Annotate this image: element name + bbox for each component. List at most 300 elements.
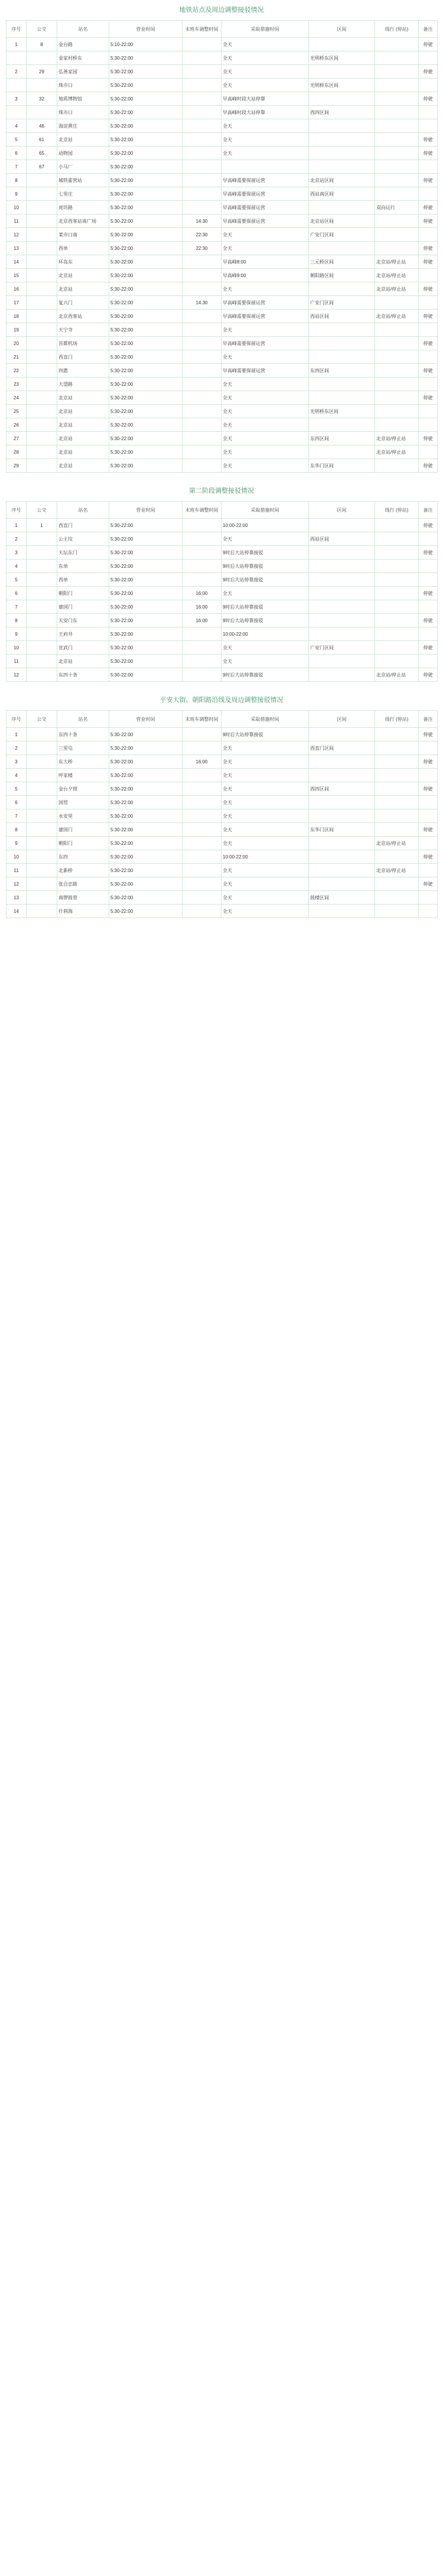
col-segment <box>309 65 375 79</box>
table-row <box>6 782 438 796</box>
col-segment <box>309 519 375 532</box>
col-last-bus <box>183 877 222 891</box>
col-index: 9 <box>6 837 27 850</box>
col-bus <box>27 201 57 214</box>
col-last-bus <box>183 255 222 269</box>
col-measure: 全天 <box>222 418 309 432</box>
table-row <box>6 65 438 79</box>
col-route <box>375 877 419 891</box>
col-route: 北京站/停止站 <box>375 269 419 282</box>
col-note <box>419 160 438 174</box>
col-station: 北京站 <box>57 459 109 473</box>
col-hours: 5:30-22:00 <box>109 133 183 147</box>
col-note <box>419 106 438 119</box>
col-segment <box>309 600 375 614</box>
col-note <box>419 796 438 809</box>
table-row <box>6 418 438 432</box>
col-segment <box>309 655 375 668</box>
col-station: 环岛东 <box>57 255 109 269</box>
col-last-bus <box>183 65 222 79</box>
col-last-bus <box>183 310 222 323</box>
col-bus <box>27 405 57 418</box>
col-note: 停驶 <box>419 668 438 682</box>
col-bus <box>27 418 57 432</box>
col-route <box>375 627 419 641</box>
col-measure-header: 采取措施时间 <box>222 711 309 728</box>
col-note <box>419 445 438 459</box>
col-segment <box>309 337 375 350</box>
table-row <box>6 573 438 587</box>
col-note <box>419 560 438 573</box>
col-segment <box>309 864 375 877</box>
col-segment: 西站南区间 <box>309 187 375 201</box>
col-route <box>375 296 419 310</box>
col-station: 小马厂 <box>57 160 109 174</box>
col-segment <box>309 560 375 573</box>
col-hours: 5:30-22:00 <box>109 391 183 405</box>
table-row <box>6 405 438 418</box>
col-segment <box>309 391 375 405</box>
col-station-header: 站名 <box>57 21 109 38</box>
col-station: 建国门 <box>57 823 109 837</box>
col-route: 北京站/停止站 <box>375 445 419 459</box>
section-title: 第二阶段调整接驳情况 <box>189 487 254 495</box>
col-note <box>419 769 438 782</box>
col-index: 2 <box>6 65 27 79</box>
col-measure: 早高峰需要保留运营 <box>222 214 309 228</box>
col-route <box>375 350 419 364</box>
col-hours-header: 营业时间 <box>109 21 183 38</box>
col-route <box>375 147 419 160</box>
col-index: 22 <box>6 364 27 378</box>
col-note: 停驶 <box>419 337 438 350</box>
col-note <box>419 350 438 364</box>
col-note <box>419 378 438 391</box>
col-bus <box>27 546 57 560</box>
col-last-bus <box>183 655 222 668</box>
col-segment-header: 区间 <box>309 502 375 519</box>
col-last-bus <box>183 160 222 174</box>
col-station: 东四十条 <box>57 728 109 741</box>
col-bus <box>27 823 57 837</box>
col-note <box>419 809 438 823</box>
col-measure: 早高峰需要保留运营 <box>222 364 309 378</box>
col-route <box>375 796 419 809</box>
col-station: 北京西客站 <box>57 310 109 323</box>
table-row <box>6 310 438 323</box>
section-1 <box>6 0 437 473</box>
col-hours: 5:30-22:00 <box>109 627 183 641</box>
col-index: 3 <box>6 755 27 769</box>
table-row <box>6 337 438 350</box>
col-station: 北京站 <box>57 655 109 668</box>
col-bus: 29 <box>27 65 57 79</box>
col-last-bus <box>183 418 222 432</box>
col-index: 23 <box>6 378 27 391</box>
table-row <box>6 106 438 119</box>
col-last-bus <box>183 741 222 755</box>
table-row <box>6 323 438 337</box>
col-bus <box>27 269 57 282</box>
table-row <box>6 242 438 255</box>
col-station: 西单 <box>57 242 109 255</box>
col-last-bus <box>183 823 222 837</box>
col-last-bus <box>183 201 222 214</box>
col-note: 停驶 <box>419 587 438 600</box>
col-segment: 西站区间 <box>309 310 375 323</box>
table-row <box>6 133 438 147</box>
col-bus-header: 公交 <box>27 711 57 728</box>
col-index: 9 <box>6 627 27 641</box>
col-route <box>375 391 419 405</box>
col-index: 1 <box>6 519 27 532</box>
col-segment: 广安门区间 <box>309 296 375 310</box>
col-route <box>375 242 419 255</box>
col-hours: 5:30-22:00 <box>109 769 183 782</box>
col-station: 北京站 <box>57 445 109 459</box>
col-index: 5 <box>6 782 27 796</box>
col-segment <box>309 668 375 682</box>
col-station: 东四 <box>57 850 109 864</box>
col-bus <box>27 741 57 755</box>
col-station: 金家村桥东 <box>57 51 109 65</box>
col-measure: 早高峰需要保留运营 <box>222 174 309 187</box>
col-measure: 全天 <box>222 877 309 891</box>
col-bus <box>27 782 57 796</box>
col-index: 6 <box>6 796 27 809</box>
col-route <box>375 65 419 79</box>
col-hours: 5:30-22:00 <box>109 573 183 587</box>
col-bus <box>27 641 57 655</box>
col-segment: 光明桥东区间 <box>309 79 375 92</box>
col-station: 永安里 <box>57 809 109 823</box>
col-hours: 5:30-22:00 <box>109 79 183 92</box>
col-segment <box>309 573 375 587</box>
col-index: 26 <box>6 418 27 432</box>
col-route <box>375 51 419 65</box>
col-segment: 西站区间 <box>309 532 375 546</box>
table-body <box>6 38 438 473</box>
col-last-bus <box>183 905 222 918</box>
col-measure: 全天 <box>222 147 309 160</box>
col-station: 建国门 <box>57 600 109 614</box>
col-hours: 5:30-22:00 <box>109 310 183 323</box>
col-route-header: 线行 (停站) <box>375 502 419 519</box>
col-station: 西直门 <box>57 350 109 364</box>
col-measure: 10:00-22:00 <box>222 519 309 532</box>
col-hours: 5:30-22:00 <box>109 641 183 655</box>
col-bus <box>27 891 57 905</box>
col-route <box>375 905 419 918</box>
col-station: 公主坟 <box>57 532 109 546</box>
col-route <box>375 600 419 614</box>
col-segment <box>309 850 375 864</box>
col-station: 北京站 <box>57 432 109 445</box>
col-last-bus: 14:30 <box>183 296 222 310</box>
col-last-bus <box>183 668 222 682</box>
col-segment-header: 区间 <box>309 711 375 728</box>
col-measure: 全天 <box>222 38 309 51</box>
col-measure: 全天 <box>222 133 309 147</box>
col-note: 停驶 <box>419 242 438 255</box>
table-row <box>6 823 438 837</box>
col-segment: 东华门区间 <box>309 459 375 473</box>
col-segment <box>309 755 375 769</box>
table-row <box>6 864 438 877</box>
col-segment <box>309 837 375 850</box>
col-note <box>419 79 438 92</box>
col-segment <box>309 445 375 459</box>
col-segment <box>309 147 375 160</box>
col-note: 停驶 <box>419 282 438 296</box>
col-bus: 67 <box>27 160 57 174</box>
col-hours: 5:30-22:00 <box>109 864 183 877</box>
table-row <box>6 364 438 378</box>
col-note <box>419 627 438 641</box>
col-bus <box>27 432 57 445</box>
col-note: 停驶 <box>419 823 438 837</box>
col-note: 停驶 <box>419 255 438 269</box>
col-hours: 5:30-22:00 <box>109 796 183 809</box>
col-segment <box>309 627 375 641</box>
col-index: 2 <box>6 532 27 546</box>
col-station: 三里屯 <box>57 741 109 755</box>
col-bus <box>27 877 57 891</box>
col-note <box>419 573 438 587</box>
col-last-bus <box>183 445 222 459</box>
col-index: 7 <box>6 809 27 823</box>
col-segment <box>309 614 375 627</box>
col-station: 北京站 <box>57 391 109 405</box>
col-index: 17 <box>6 296 27 310</box>
col-measure: 全天 <box>222 823 309 837</box>
table-body <box>6 728 438 918</box>
col-bus <box>27 364 57 378</box>
col-last-bus <box>183 891 222 905</box>
col-note: 停驶 <box>419 641 438 655</box>
col-bus <box>27 282 57 296</box>
col-index: 3 <box>6 546 27 560</box>
table-row <box>6 228 438 242</box>
table-row <box>6 187 438 201</box>
col-segment <box>309 282 375 296</box>
col-note: 停驶 <box>419 877 438 891</box>
col-segment: 光明桥东区间 <box>309 405 375 418</box>
col-route <box>375 641 419 655</box>
col-measure: 全天 <box>222 391 309 405</box>
col-station: 海淀黄庄 <box>57 119 109 133</box>
col-index: 14 <box>6 255 27 269</box>
col-measure: 全天 <box>222 532 309 546</box>
table-row <box>6 532 438 546</box>
col-measure: 全天 <box>222 228 309 242</box>
table-row <box>6 378 438 391</box>
col-hours: 5:30-22:00 <box>109 741 183 755</box>
col-note: 停驶 <box>419 133 438 147</box>
col-hours: 5:30-22:00 <box>109 337 183 350</box>
col-index: 19 <box>6 323 27 337</box>
col-route <box>375 119 419 133</box>
col-measure: 全天 <box>222 864 309 877</box>
col-last-bus <box>183 728 222 741</box>
col-station-header: 站名 <box>57 711 109 728</box>
col-bus <box>27 79 57 92</box>
col-note-header: 备注 <box>419 711 438 728</box>
document <box>6 0 437 918</box>
col-segment: 北京站区间 <box>309 214 375 228</box>
col-index: 2 <box>6 741 27 755</box>
table-row <box>6 296 438 310</box>
col-route <box>375 133 419 147</box>
col-hours: 5:30-22:00 <box>109 92 183 106</box>
col-note <box>419 891 438 905</box>
col-measure: 全天 <box>222 641 309 655</box>
col-index: 5 <box>6 573 27 587</box>
col-note: 停驶 <box>419 92 438 106</box>
col-route <box>375 106 419 119</box>
col-route: 北京站/停止站 <box>375 282 419 296</box>
col-bus <box>27 187 57 201</box>
col-last-bus-header: 末班车调整时间 <box>183 502 222 519</box>
col-note <box>419 655 438 668</box>
col-route <box>375 755 419 769</box>
col-segment: 西直门区间 <box>309 741 375 755</box>
col-station: 大望路 <box>57 378 109 391</box>
col-route <box>375 378 419 391</box>
col-route <box>375 405 419 418</box>
col-station: 北京站 <box>57 133 109 147</box>
col-bus <box>27 459 57 473</box>
col-station: 北京站 <box>57 269 109 282</box>
col-segment <box>309 418 375 432</box>
col-index: 7 <box>6 600 27 614</box>
col-hours: 5:30-22:00 <box>109 668 183 682</box>
col-route <box>375 519 419 532</box>
col-measure: 全天 <box>222 755 309 769</box>
col-last-bus <box>183 269 222 282</box>
col-index: 15 <box>6 269 27 282</box>
col-index-header: 序号 <box>6 21 27 38</box>
col-last-bus <box>183 519 222 532</box>
col-segment: 东四区间 <box>309 364 375 378</box>
col-measure: 全天 <box>222 79 309 92</box>
col-bus <box>27 864 57 877</box>
col-segment: 朝阳路区间 <box>309 269 375 282</box>
col-route <box>375 364 419 378</box>
col-bus <box>27 769 57 782</box>
col-route <box>375 174 419 187</box>
col-route: 双向运行 <box>375 201 419 214</box>
col-segment <box>309 242 375 255</box>
col-bus <box>27 850 57 864</box>
col-measure: 全天 <box>222 282 309 296</box>
table-row <box>6 174 438 187</box>
table-row <box>6 755 438 769</box>
col-bus <box>27 728 57 741</box>
col-note <box>419 418 438 432</box>
col-segment <box>309 728 375 741</box>
col-route <box>375 187 419 201</box>
col-route <box>375 809 419 823</box>
col-station: 朝阳门 <box>57 587 109 600</box>
col-measure: 全天 <box>222 405 309 418</box>
col-hours: 5:30-22:00 <box>109 405 183 418</box>
col-station: 国贸 <box>57 796 109 809</box>
col-last-bus: 16:00 <box>183 755 222 769</box>
col-hours: 5:30-22:00 <box>109 106 183 119</box>
col-measure: 9时后大站停靠接驳 <box>222 560 309 573</box>
col-measure: 全天 <box>222 242 309 255</box>
col-measure: 全天 <box>222 809 309 823</box>
col-bus: 8 <box>27 38 57 51</box>
col-last-bus <box>183 174 222 187</box>
col-hours: 5:30-22:00 <box>109 432 183 445</box>
col-note <box>419 532 438 546</box>
col-last-bus <box>183 532 222 546</box>
col-last-bus <box>183 147 222 160</box>
col-bus <box>27 905 57 918</box>
schedule-table <box>6 20 438 473</box>
col-station: 东四十条 <box>57 668 109 682</box>
col-station: 七里庄 <box>57 187 109 201</box>
table-row <box>6 92 438 106</box>
col-route <box>375 418 419 432</box>
col-station: 北京站 <box>57 405 109 418</box>
col-segment: 北京站区间 <box>309 174 375 187</box>
col-last-bus <box>183 337 222 350</box>
col-index: 8 <box>6 614 27 627</box>
col-last-bus <box>183 641 222 655</box>
col-measure: 全天 <box>222 905 309 918</box>
col-bus: 32 <box>27 92 57 106</box>
table-row <box>6 214 438 228</box>
col-bus <box>27 755 57 769</box>
col-last-bus: 16:00 <box>183 614 222 627</box>
col-segment: 三元桥区间 <box>309 255 375 269</box>
col-route <box>375 160 419 174</box>
table-row <box>6 391 438 405</box>
col-bus <box>27 796 57 809</box>
col-bus: 65 <box>27 147 57 160</box>
col-index: 20 <box>6 337 27 350</box>
col-note <box>419 837 438 850</box>
col-last-bus <box>183 782 222 796</box>
table-header-row <box>6 21 438 38</box>
schedule-table <box>6 710 438 918</box>
table-row <box>6 282 438 296</box>
table-row <box>6 459 438 473</box>
col-note <box>419 269 438 282</box>
col-segment <box>309 133 375 147</box>
col-hours: 5:30-22:00 <box>109 187 183 201</box>
col-segment <box>309 323 375 337</box>
col-index: 1 <box>6 38 27 51</box>
col-bus: 46 <box>27 119 57 133</box>
col-measure: 全天 <box>222 587 309 600</box>
col-index: 27 <box>6 432 27 445</box>
col-bus: 61 <box>27 133 57 147</box>
col-hours-header: 营业时间 <box>109 711 183 728</box>
col-station: 王府井 <box>57 627 109 641</box>
col-route <box>375 532 419 546</box>
col-segment <box>309 905 375 918</box>
col-route <box>375 655 419 668</box>
col-route: 北京站/停止站 <box>375 837 419 850</box>
col-station: 菜市口南 <box>57 228 109 242</box>
col-station: 天宁寺 <box>57 323 109 337</box>
section-title: 平安大街、朝阳路沿线及周边调整接驳情况 <box>159 697 284 704</box>
col-station: 虎坊路 <box>57 201 109 214</box>
